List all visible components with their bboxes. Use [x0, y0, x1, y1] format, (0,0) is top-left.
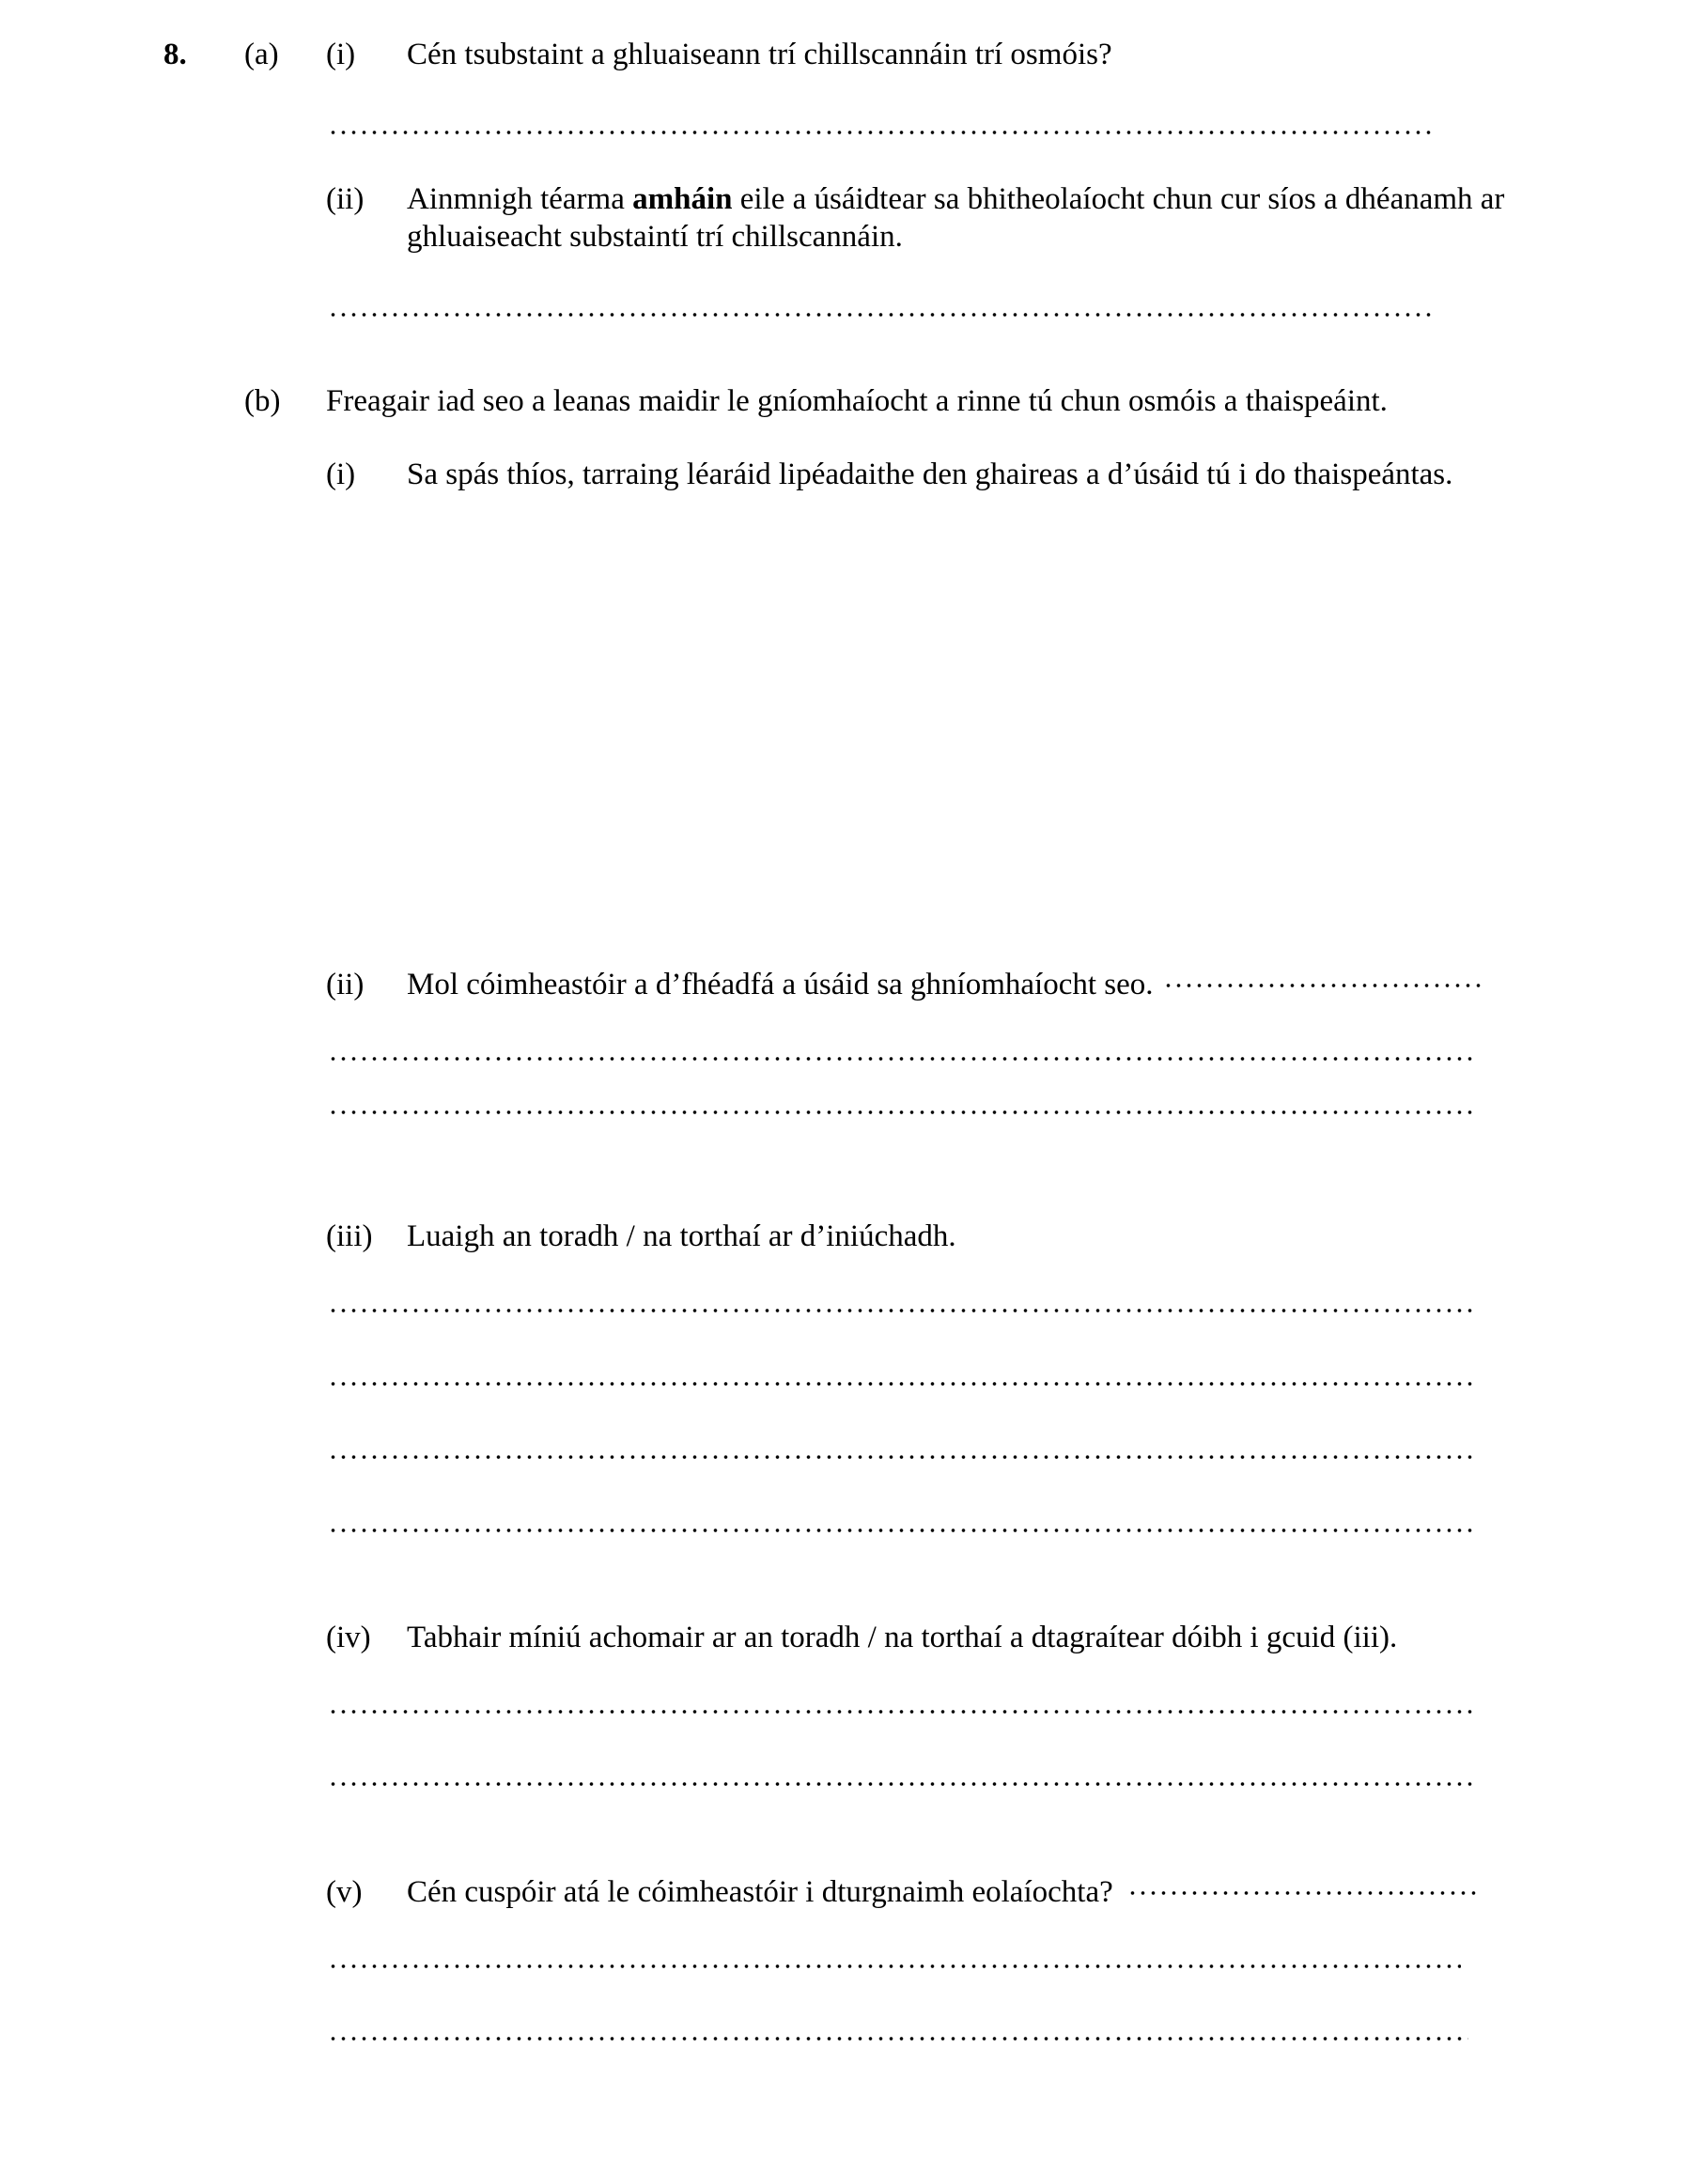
part-a-label: (a) — [244, 38, 279, 71]
part-a-i-question: Cén tsubstaint a ghluaiseann trí chillscannáin trí osmóis? — [407, 38, 1112, 71]
answer-line-b-iii[interactable] — [328, 1382, 1478, 1386]
question-text: eile a úsáidtear sa bhitheolaíocht chun cur síos a dhéanamh ar — [732, 182, 1505, 216]
part-a-ii-question — [407, 184, 1504, 215]
answer-line-b-ii-inline[interactable] — [1163, 984, 1481, 987]
drawing-space[interactable] — [404, 498, 1522, 939]
answer-line-b-ii[interactable] — [328, 1110, 1478, 1114]
part-a-ii-question-line2: ghluaiseacht substaintí trí chillscannáin. — [407, 220, 903, 254]
answer-line-b-v-inline[interactable] — [1127, 1891, 1481, 1895]
answer-line-b-v[interactable] — [328, 2037, 1468, 2041]
answer-line-b-iv[interactable] — [328, 1782, 1476, 1786]
answer-line-a-ii[interactable] — [328, 313, 1431, 317]
answer-line-b-v[interactable] — [328, 1964, 1461, 1968]
part-b-v-question: Cén cuspóir atá le cóimheastóir i dturgnaimh eolaíochta? — [407, 1875, 1113, 1909]
part-b-v-label: (v) — [326, 1875, 363, 1909]
answer-line-b-ii[interactable] — [328, 1057, 1478, 1061]
part-a-ii-label: (ii) — [326, 182, 365, 216]
answer-line-b-iii[interactable] — [328, 1529, 1478, 1532]
part-b-iv-question: Tabhair míniú achomair ar an toradh / na torthaí a dtagraítear dóibh i gcuid (iii). — [407, 1621, 1398, 1654]
answer-line-b-iii[interactable] — [328, 1309, 1478, 1312]
answer-line-b-iv[interactable] — [328, 1710, 1476, 1714]
part-b-iii-label: (iii) — [326, 1219, 373, 1253]
emphasis-text: amháin — [632, 182, 733, 216]
part-b-iv-label: (iv) — [326, 1621, 371, 1654]
part-b-label: (b) — [244, 384, 281, 418]
answer-line-a-i[interactable] — [328, 131, 1431, 134]
part-b-i-label: (i) — [326, 458, 356, 491]
part-a-i-label: (i) — [326, 38, 356, 71]
part-b-iii-question: Luaigh an toradh / na torthaí ar d’iniúchadh. — [407, 1219, 956, 1253]
question-number: 8. — [163, 38, 187, 71]
part-b-ii-question: Mol cóimheastóir a d’fhéadfá a úsáid sa ghníomhaíocht seo. — [407, 968, 1154, 1001]
part-b-intro: Freagair iad seo a leanas maidir le gníomhaíocht a rinne tú chun osmóis a thaispeáint. — [326, 384, 1388, 418]
answer-line-b-iii[interactable] — [328, 1455, 1478, 1459]
part-b-ii-label: (ii) — [326, 968, 365, 1001]
question-text: Ainmnigh téarma — [407, 182, 633, 216]
part-b-i-question: Sa spás thíos, tarraing léaráid lipéadaithe den ghaireas a d’úsáid tú i do thaispeántas. — [407, 458, 1453, 491]
